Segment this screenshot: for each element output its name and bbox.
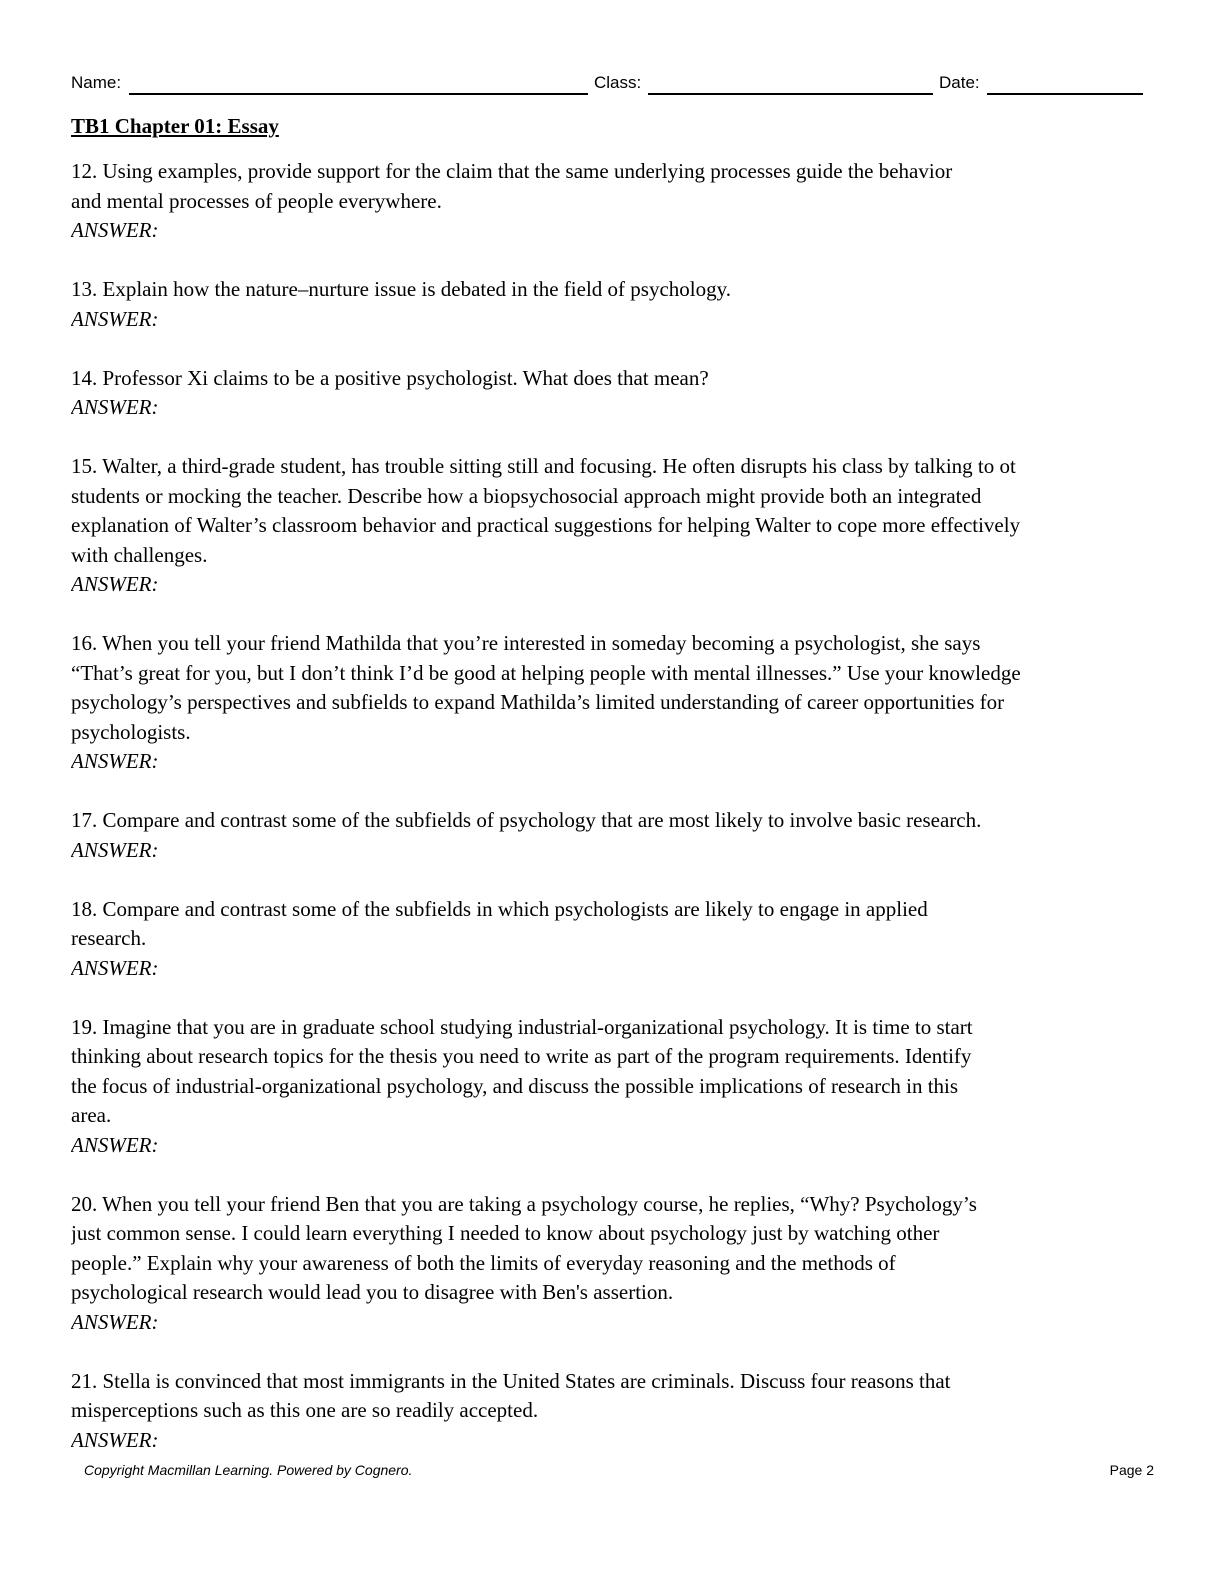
document-body <box>71 112 1144 1485</box>
question-text: 12. Using examples, provide support for the claim that the same underlying processes guide the behavior and mental processes of people everywhere. <box>71 159 953 213</box>
date-field-line[interactable] <box>987 93 1143 95</box>
answer-label: ANSWER: <box>71 1427 159 1452</box>
answer-label: ANSWER: <box>71 572 159 596</box>
date-label: Date: <box>939 73 980 92</box>
question-text: 16. When you tell your friend Mathilda that you’re interested in someday becoming a psychologist, she says “That’s great for you, but I don’t think I’d be good at helping people with mental illnesses.” Use your knowledge psychology’s perspectives and subfields to expand Mathilda’s limited understanding of career opportunities for psychologists. <box>71 631 1021 744</box>
question-item <box>71 452 1144 600</box>
answer-label: ANSWER: <box>71 1132 159 1157</box>
name-field-line[interactable] <box>129 93 588 95</box>
class-field-line[interactable] <box>648 93 933 95</box>
name-label: Name: <box>71 73 122 92</box>
question-item <box>71 806 1144 865</box>
question-text: 15. Walter, a third-grade student, has trouble sitting still and focusing. He often disrupts his class by talking to ot students or mocking the teacher. Describe how a biopsychosocial approach might provide both an integrated explanation of Walter’s classroom behavior and practical suggestions for helping Walter to cope more effectively with challenges. <box>71 454 1021 567</box>
answer-label: ANSWER: <box>71 395 159 419</box>
question-item <box>71 275 1144 334</box>
answer-label: ANSWER: <box>71 749 159 773</box>
copyright-text: Copyright Macmillan Learning. Powered by Cognero. <box>84 1462 413 1478</box>
question-item <box>71 629 1144 777</box>
question-item <box>71 1367 1144 1456</box>
answer-label: ANSWER: <box>71 955 159 980</box>
question-item <box>71 895 1144 984</box>
question-item <box>71 1190 1144 1338</box>
answer-label: ANSWER: <box>71 218 159 242</box>
section-title: TB1 Chapter 01: Essay <box>71 114 279 138</box>
answer-label: ANSWER: <box>71 837 159 862</box>
question-item <box>71 364 1144 423</box>
question-text: 18. Compare and contrast some of the subfields in which psychologists are likely to engage in applied research. <box>71 896 928 950</box>
answer-label: ANSWER: <box>71 306 159 331</box>
question-text: 13. Explain how the nature–nurture issue is debated in the field of psychology. <box>71 277 731 301</box>
question-text: 14. Professor Xi claims to be a positive psychologist. What does that mean? <box>71 365 709 390</box>
answer-label: ANSWER: <box>71 1309 159 1334</box>
question-list <box>71 157 1144 1455</box>
question-text: 17. Compare and contrast some of the subfields of psychology that are most likely to involve basic research. <box>71 808 982 832</box>
class-label: Class: <box>594 73 642 92</box>
page-number: Page 2 <box>1109 1462 1154 1478</box>
question-text: 19. Imagine that you are in graduate school studying industrial-organizational psychology. It is time to start thinking about research topics for the thesis you need to write as part of the program requirements. Identify the focus of industrial-organizational psychology, and discuss the possible implications of research in this area. <box>71 1014 973 1127</box>
question-item <box>71 1013 1144 1161</box>
question-text: 20. When you tell your friend Ben that you are taking a psychology course, he replies, “Why? Psychology’s just common sense. I could learn everything I needed to know about psychology just by watching other people.” Explain why your awareness of both the limits of everyday reasoning and the methods of psychological research would lead you to disagree with Ben's assertion. <box>71 1191 977 1304</box>
header <box>71 70 1143 96</box>
question-item <box>71 157 1144 246</box>
question-text: 21. Stella is convinced that most immigrants in the United States are criminals. Discuss four reasons that misperceptions such as this one are so readily accepted. <box>71 1368 951 1422</box>
